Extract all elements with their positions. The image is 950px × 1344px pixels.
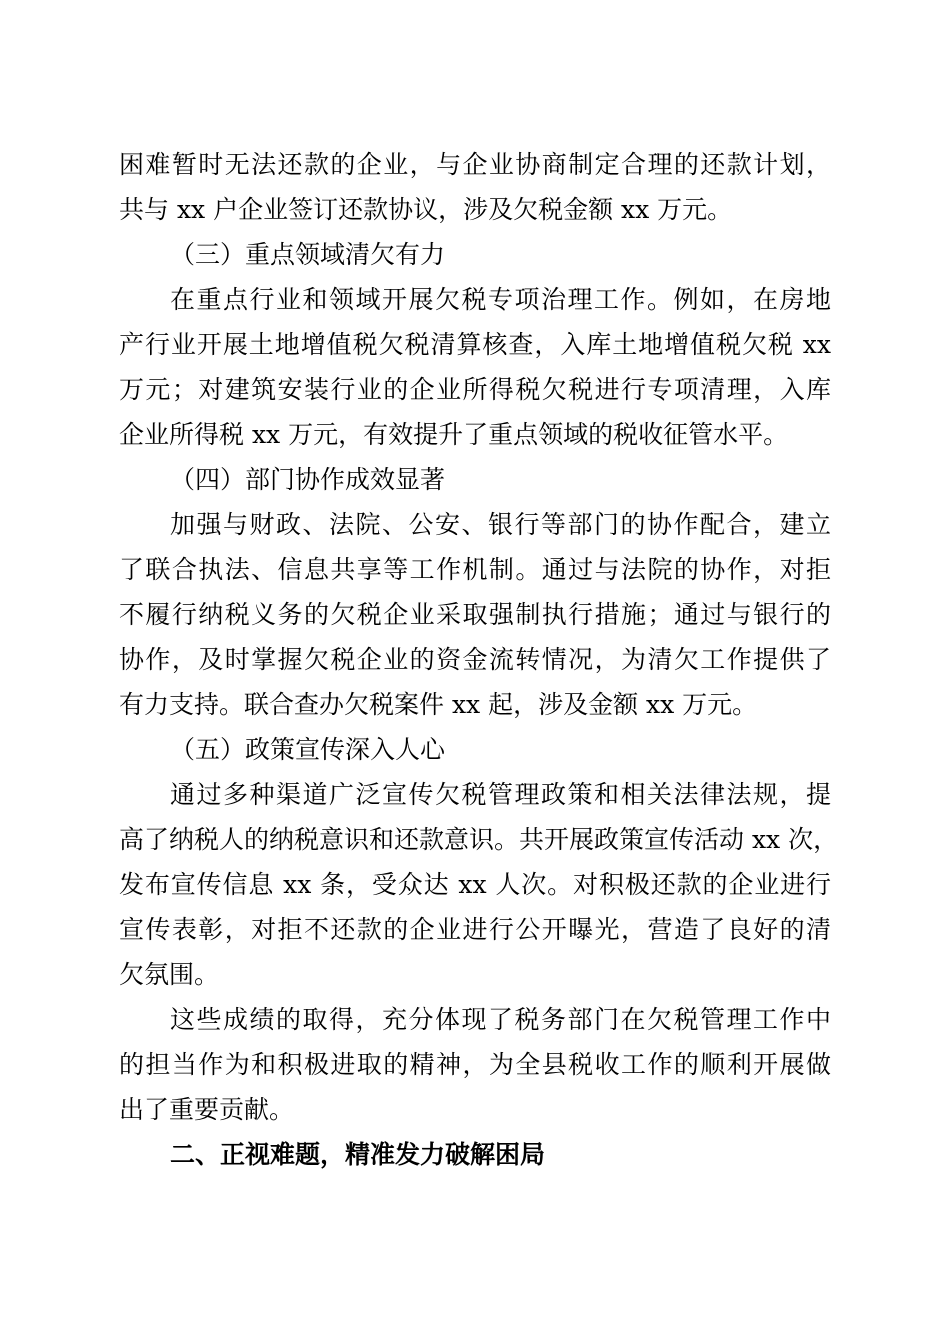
paragraph-line: 万元；对建筑安装行业的企业所得税欠税进行专项清理，入库 <box>119 375 831 404</box>
paragraph-line: 困难暂时无法还款的企业，与企业协商制定合理的还款计划， <box>119 150 831 179</box>
chapter-heading: 二、正视难题，精准发力破解困局 <box>170 1140 546 1169</box>
paragraph-line: 的担当作为和积极进取的精神，为全县税收工作的顺利开展做 <box>119 1050 831 1079</box>
paragraph-line: 协作，及时掌握欠税企业的资金流转情况，为清欠工作提供了 <box>119 645 831 674</box>
paragraph-line: 产行业开展土地增值税欠税清算核查，入库土地增值税欠税 xx <box>119 330 831 359</box>
paragraph-line: 欠氛围。 <box>119 960 220 989</box>
paragraph-line: 发布宣传信息 xx 条，受众达 xx 人次。对积极还款的企业进行 <box>119 870 831 899</box>
paragraph-line: 宣传表彰，对拒不还款的企业进行公开曝光，营造了良好的清 <box>119 915 831 944</box>
section-heading-3: （三）重点领域清欠有力 <box>170 240 446 269</box>
paragraph-line: 企业所得税 xx 万元，有效提升了重点领域的税收征管水平。 <box>119 420 789 449</box>
paragraph-line: 了联合执法、信息共享等工作机制。通过与法院的协作，对拒 <box>119 555 831 584</box>
paragraph-line: 高了纳税人的纳税意识和还款意识。共开展政策宣传活动 xx 次， <box>119 825 839 854</box>
paragraph-line: 共与 xx 户企业签订还款协议，涉及欠税金额 xx 万元。 <box>119 195 733 224</box>
section-heading-5: （五）政策宣传深入人心 <box>170 735 446 764</box>
paragraph-line: 通过多种渠道广泛宣传欠税管理政策和相关法律法规，提 <box>170 780 831 809</box>
paragraph-line: 出了重要贡献。 <box>119 1095 295 1124</box>
paragraph-line: 有力支持。联合查办欠税案件 xx 起，涉及金额 xx 万元。 <box>119 690 758 719</box>
paragraph-line: 加强与财政、法院、公安、银行等部门的协作配合，建立 <box>170 510 831 539</box>
paragraph-line: 不履行纳税义务的欠税企业采取强制执行措施；通过与银行的 <box>119 600 831 629</box>
section-heading-4: （四）部门协作成效显著 <box>170 465 446 494</box>
paragraph-line: 这些成绩的取得，充分体现了税务部门在欠税管理工作中 <box>170 1005 831 1034</box>
paragraph-line: 在重点行业和领域开展欠税专项治理工作。例如，在房地 <box>170 285 831 314</box>
